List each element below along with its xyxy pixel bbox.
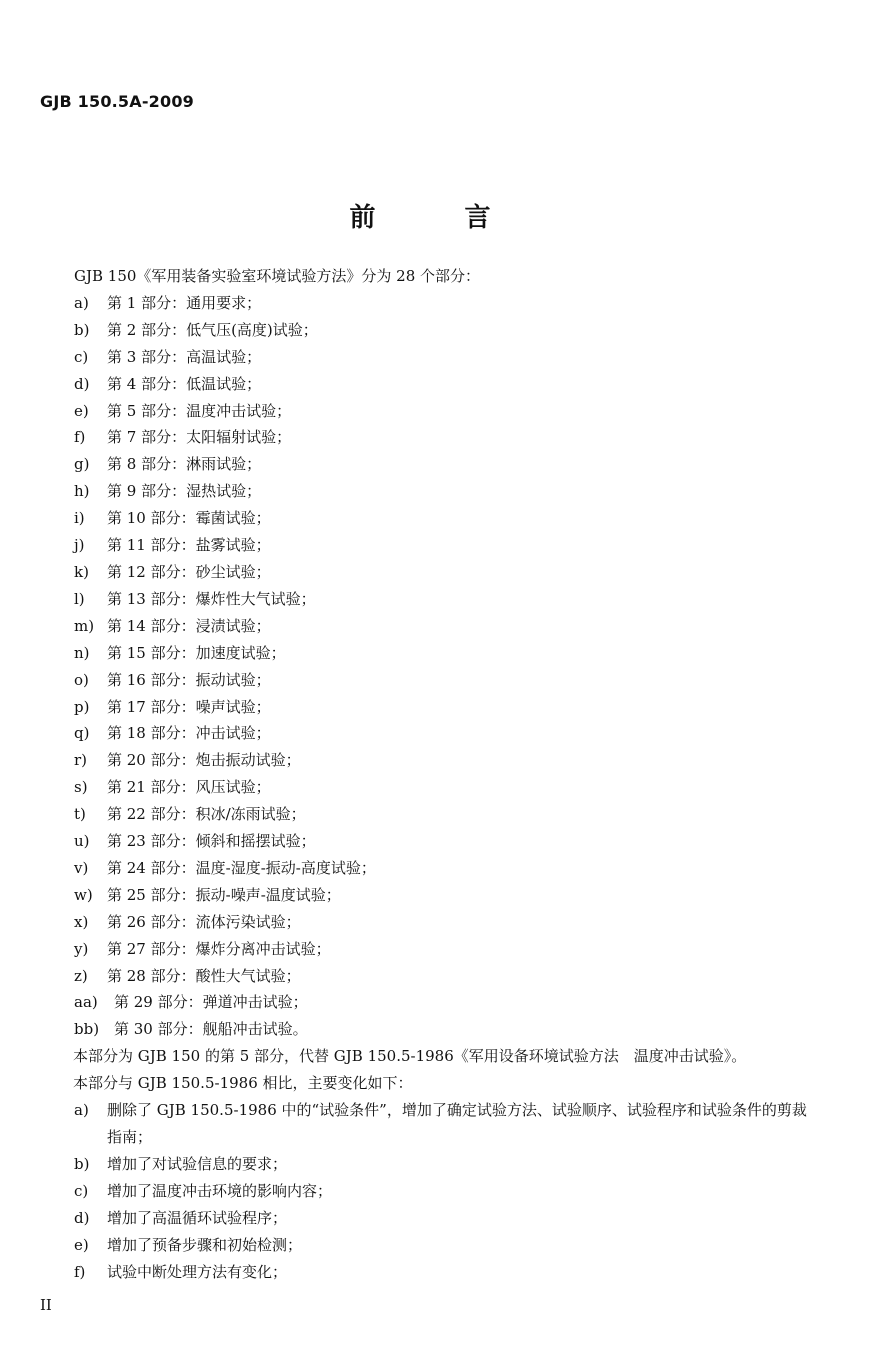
list-item-text: 第 2 部分：低气压(高度)试验；	[107, 320, 318, 339]
list-item	[74, 1151, 844, 1178]
changes-list	[74, 1097, 844, 1285]
list-item	[74, 478, 844, 505]
list-item-text: 第 12 部分：砂尘试验；	[107, 562, 271, 581]
list-item	[74, 1205, 844, 1232]
list-item-marker: c)	[74, 1181, 89, 1200]
list-item	[74, 398, 844, 425]
list-item-text: 第 16 部分：振动试验；	[107, 670, 271, 689]
list-item	[74, 1178, 844, 1205]
list-item	[74, 451, 844, 478]
list-item-text: 第 1 部分：通用要求；	[107, 293, 262, 312]
list-item	[74, 1232, 844, 1259]
list-item	[74, 667, 844, 694]
list-item	[74, 720, 844, 747]
list-item-text: 第 26 部分：流体污染试验；	[107, 912, 301, 931]
list-item-marker: r)	[74, 751, 88, 770]
list-item-marker: k)	[74, 562, 89, 581]
list-item-text: 第 15 部分：加速度试验；	[107, 643, 286, 662]
list-item-text: 第 3 部分：高温试验；	[107, 347, 262, 366]
list-item	[74, 559, 844, 586]
list-item-text: 第 13 部分：爆炸性大气试验；	[107, 589, 316, 608]
list-item	[74, 909, 844, 936]
list-item	[74, 694, 844, 721]
list-item-text: 增加了高温循环试验程序；	[107, 1208, 288, 1227]
list-item-marker: h)	[74, 482, 90, 501]
list-item	[74, 586, 844, 613]
list-item	[74, 344, 844, 371]
list-item-marker: e)	[74, 1235, 89, 1254]
list-item-marker: q)	[74, 724, 90, 743]
list-item	[74, 1016, 844, 1043]
list-item-text: 第 10 部分：霉菌试验；	[107, 509, 271, 528]
list-item-marker: a)	[74, 1101, 89, 1120]
list-item-marker: i)	[74, 509, 85, 528]
list-item-marker: n)	[74, 643, 90, 662]
list-item-text: 第 8 部分：淋雨试验；	[107, 455, 262, 474]
list-item-text: 第 24 部分：温度-湿度-振动-高度试验；	[107, 858, 376, 877]
list-item-marker: u)	[74, 832, 90, 851]
list-item	[74, 640, 844, 667]
list-item	[74, 747, 844, 774]
list-item-text: 增加了对试验信息的要求；	[107, 1154, 288, 1173]
list-item-text: 第 20 部分：炮击振动试验；	[107, 751, 301, 770]
list-item-text: 增加了温度冲击环境的影响内容；	[107, 1181, 333, 1200]
list-item-marker: m)	[74, 616, 95, 635]
list-item-text: 第 25 部分：振动-噪声-温度试验；	[107, 885, 341, 904]
list-item-text: 第 23 部分：倾斜和摇摆试验；	[107, 832, 316, 851]
list-item-marker: a)	[74, 293, 89, 312]
list-item-text: 第 4 部分：低温试验；	[107, 374, 262, 393]
list-item	[74, 290, 844, 317]
document-body	[74, 263, 844, 1285]
list-item-text: 删除了 GJB 150.5-1986 中的“试验条件”，增加了确定试验方法、试验顺序、试验程序和试验条件的剪裁指南；	[107, 1101, 807, 1146]
list-item-text: 第 30 部分：舰船冲击试验。	[114, 1020, 308, 1039]
standard-code: GJB 150.5A-2009	[40, 92, 195, 111]
list-item	[74, 371, 844, 398]
changes-intro: 本部分与 GJB 150.5-1986 相比，主要变化如下：	[73, 1074, 413, 1093]
list-item-text: 增加了预备步骤和初始检测；	[107, 1235, 303, 1254]
list-item	[74, 1097, 844, 1151]
list-item	[74, 963, 844, 990]
list-item	[74, 855, 844, 882]
list-item	[74, 1259, 844, 1286]
list-item-marker: d)	[74, 1208, 90, 1227]
list-item-text: 第 9 部分：湿热试验；	[107, 482, 262, 501]
list-item-text: 第 18 部分：冲击试验；	[107, 724, 271, 743]
list-item-text: 第 27 部分：爆炸分离冲击试验；	[107, 939, 331, 958]
list-item-marker: aa)	[74, 993, 98, 1012]
list-item	[74, 936, 844, 963]
list-item-marker: e)	[74, 401, 89, 420]
list-item-marker: bb)	[74, 1020, 100, 1039]
list-item-text: 第 28 部分：酸性大气试验；	[107, 966, 301, 985]
list-item-marker: b)	[74, 320, 90, 339]
parts-list	[74, 290, 844, 1043]
list-item-marker: o)	[74, 670, 89, 689]
list-item	[74, 613, 844, 640]
list-item-text: 第 14 部分：浸渍试验；	[107, 616, 271, 635]
list-item	[74, 989, 844, 1016]
list-item-marker: f)	[74, 1262, 86, 1281]
list-item	[74, 828, 844, 855]
list-item	[74, 424, 844, 451]
list-item	[74, 505, 844, 532]
list-item-marker: b)	[74, 1154, 90, 1173]
list-item-marker: z)	[74, 966, 88, 985]
list-item	[74, 882, 844, 909]
page-title: 前 言	[349, 203, 531, 234]
list-item-marker: t)	[74, 805, 86, 824]
replaces-paragraph: 本部分为 GJB 150 的第 5 部分，代替 GJB 150.5-1986《军用设备环境试验方法 温度冲击试验》。	[73, 1047, 747, 1066]
list-item-marker: y)	[74, 939, 89, 958]
list-item-marker: p)	[74, 697, 90, 716]
list-item-marker: f)	[74, 428, 86, 447]
parts-intro: GJB 150《军用装备实验室环境试验方法》分为 28 个部分：	[74, 267, 481, 285]
list-item-text: 第 5 部分：温度冲击试验；	[107, 401, 292, 420]
list-item-marker: g)	[74, 455, 90, 474]
list-item-text: 第 17 部分：噪声试验；	[107, 697, 271, 716]
list-item-text: 第 22 部分：积冰/冻雨试验；	[107, 805, 306, 824]
list-item-marker: x)	[74, 912, 89, 931]
list-item-marker: d)	[74, 374, 90, 393]
page-number: II	[40, 1296, 52, 1314]
list-item-text: 第 7 部分：太阳辐射试验；	[107, 428, 292, 447]
list-item-marker: c)	[74, 347, 89, 366]
list-item-text: 第 29 部分：弹道冲击试验；	[114, 993, 308, 1012]
list-item-marker: l)	[74, 589, 85, 608]
list-item-marker: j)	[74, 536, 85, 555]
list-item-text: 第 11 部分：盐雾试验；	[107, 536, 271, 555]
list-item	[74, 801, 844, 828]
list-item	[74, 774, 844, 801]
list-item-marker: s)	[74, 778, 88, 797]
list-item	[74, 317, 844, 344]
list-item-marker: v)	[74, 858, 89, 877]
list-item-text: 第 21 部分：风压试验；	[107, 778, 271, 797]
list-item-marker: w)	[74, 885, 93, 904]
list-item	[74, 532, 844, 559]
list-item-text: 试验中断处理方法有变化；	[107, 1262, 288, 1281]
